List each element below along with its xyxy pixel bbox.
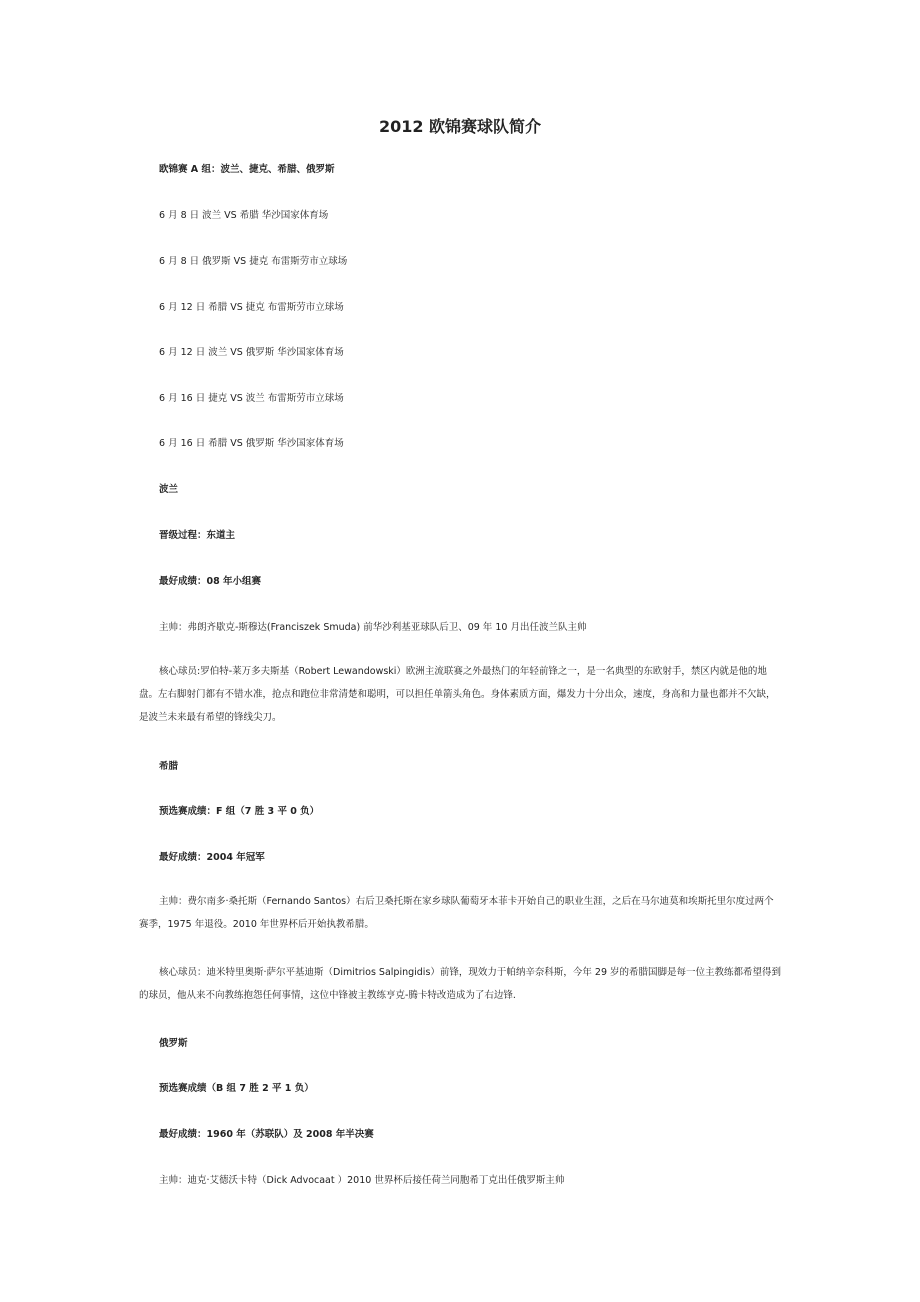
russia-best-result: 最好成绩：1960 年（苏联队）及 2008 年半决赛	[159, 1129, 374, 1140]
page-title: 2012 欧锦赛球队简介	[378, 117, 542, 136]
match-line: 6 月 12 日 希腊 VS 捷克 布雷斯劳市立球场	[159, 302, 344, 313]
group-heading: 欧锦赛 A 组：波兰、捷克、希腊、俄罗斯	[159, 164, 335, 175]
match-line: 6 月 12 日 波兰 VS 俄罗斯 华沙国家体育场	[159, 347, 344, 358]
poland-best-result: 最好成绩：08 年小组赛	[159, 576, 262, 587]
poland-core-player: 核心球员:罗伯特-莱万多夫斯基（Robert Lewandowski）欧洲主流联赛之外最热门的年轻前锋之一，是一名典型的东欧射手，禁区内就是他的地盘。左右脚射门都有不错水准，抢点和跑位非常清楚和聪明，可以担任单箭头角色。身体素质方面，爆发力十分出众，速度，身高和力量也都并不欠缺，是波兰未来最有希望的锋线尖刀。	[139, 666, 776, 723]
match-line: 6 月 16 日 希腊 VS 俄罗斯 华沙国家体育场	[159, 438, 344, 449]
match-line: 6 月 16 日 捷克 VS 波兰 布雷斯劳市立球场	[159, 393, 344, 404]
russia-qualification: 预选赛成绩（B 组 7 胜 2 平 1 负）	[159, 1083, 314, 1094]
team-heading-greece: 希腊	[159, 761, 179, 772]
match-line: 6 月 8 日 俄罗斯 VS 捷克 布雷斯劳市立球场	[159, 256, 348, 267]
poland-coach: 主帅：弗朗齐歇克-斯穆达(Franciszek Smuda) 前华沙利基亚球队后卫、09 年 10 月出任波兰队主帅	[159, 622, 587, 633]
poland-qualification: 晋级过程：东道主	[159, 530, 236, 541]
russia-coach: 主帅：迪克·艾德沃卡特（Dick Advocaat ）2010 世界杯后接任荷兰同胞希丁克出任俄罗斯主帅	[159, 1175, 565, 1186]
greece-core-player: 核心球员：迪米特里奥斯·萨尔平基迪斯（Dimitrios Salpingidis）前锋，现效力于帕纳辛奈科斯，今年 29 岁的希腊国脚是每一位主教练都希望得到的球员，他从来不向教练抱怨任何事情，这位中锋被主教练亨克-腾卡特改造成为了右边锋.	[139, 967, 782, 1001]
greece-best-result: 最好成绩：2004 年冠军	[159, 852, 265, 863]
match-line: 6 月 8 日 波兰 VS 希腊 华沙国家体育场	[159, 210, 329, 221]
team-heading-russia: 俄罗斯	[159, 1038, 188, 1049]
greece-coach: 主帅：费尔南多·桑托斯（Fernando Santos）右后卫桑托斯在家乡球队葡萄牙本菲卡开始自己的职业生涯，之后在马尔迪莫和埃斯托里尔度过两个赛季，1975 年退役。2010 年世界杯后开始执教希腊。	[139, 896, 774, 930]
team-heading-poland: 波兰	[159, 484, 179, 495]
greece-qualification: 预选赛成绩：F 组（7 胜 3 平 0 负）	[159, 806, 320, 817]
